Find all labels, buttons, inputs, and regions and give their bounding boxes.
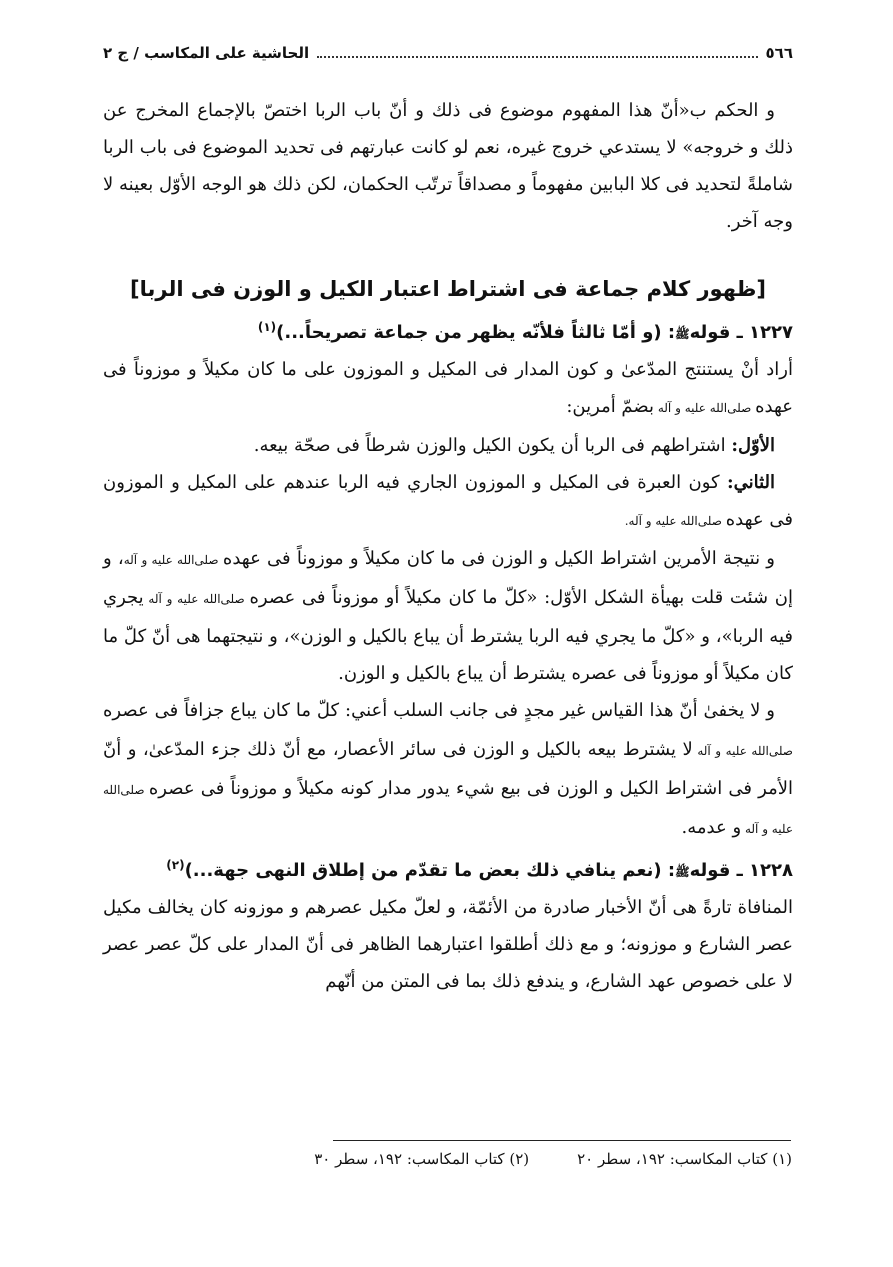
salutation: صلى‌الله عليه و آله. — [624, 514, 726, 528]
footnote-separator — [333, 1140, 791, 1141]
paragraph-1228: المنافاة تارةً هى أنّ الأخبار صادرة من الأئمّة، و لعلّ مكيل عصرهم و موزونه كان يخالف مكيل عصر الشارع و موزونه؛ و مع ذلك أطلقوا اعتبارهما الظاهر فى أنّ المدار على كلّ عصر عصر لا على خصوص عهد الشارع، و يندفع ذلك بما فى المتن من أنّهم — [103, 897, 793, 992]
text-run: أراد أنْ يستنتج المدّعىٰ و كون المدار فى المكيل و الموزون على ما كان مكيلاً و موزوناً فى عهده — [103, 359, 793, 417]
salutation: صلى‌الله عليه و آله — [123, 553, 223, 567]
quote-heading-1227 — [103, 310, 793, 351]
text-run: كون العبرة فى المكيل و الموزون الجاري فيه الربا عندهم على المكيل و الموزون فى عهده — [103, 472, 793, 530]
salutation: صلى‌الله عليه و آله — [143, 592, 250, 606]
paragraph-not-hidden — [103, 692, 793, 848]
text-run: ، و إن شئت قلت بهيأة الشكل الأوّل: «كلّ ما كان مكيلاً أو موزوناً فى عصره — [103, 548, 793, 608]
salutation: صلى‌الله عليه و آله — [103, 783, 793, 836]
salutation: صلى‌الله عليه و آله — [654, 401, 756, 415]
quote-text-1227: : (و أمّا ثالثاً فلأنّه يظهر من جماعة تصريحاً...) — [276, 322, 676, 343]
quote-label-1227: ١٢٢٧ ـ قوله — [689, 322, 793, 343]
running-title: الحاشية على المكاسب / ج ٢ — [103, 44, 310, 62]
text-run: بضمّ أمرين: — [566, 396, 655, 417]
item-label: الثاني: — [726, 472, 775, 493]
honorific-1228: ﷺ — [675, 865, 690, 879]
salutation: صلى‌الله عليه و آله — [692, 744, 793, 758]
page-header — [103, 36, 793, 70]
page-number: ٥٦٦ — [765, 44, 793, 62]
footnotes — [160, 1150, 792, 1168]
header-dot-leader — [317, 56, 757, 58]
quote-label-1228: ١٢٢٨ ـ قوله — [689, 860, 793, 881]
paragraph-intro: و الحكم ب«أنّ هذا المفهوم موضوع فى ذلك و أنّ باب الربا اختصّ بالإجماع المخرج عن ذلك و خروجه» لا يستدعي خروج غيره، نعم لو كانت عبارتهم فى تحديد الموضوع فى باب الربا شاملةً لتحديد فى كلا البابين مفهوماً و مصداقاً ترتّب الحكمان، لكن ذلك هو الوجه الأوّل بعينه لا وجه آخر. — [103, 100, 793, 232]
quote-text-1228: : (نعم ينافي ذلك بعض ما تقدّم من إطلاق النهى جهة...) — [184, 860, 676, 881]
text-run: و لا يخفىٰ أنّ هذا القياس غير مجدٍ فى جانب السلب أعني: كلّ ما كان يباع جزافاً فى عصره — [103, 700, 775, 721]
page-body — [103, 92, 793, 1000]
text-run: يجري فيه الربا»، و «كلّ ما يجري فيه الربا يشترط أن يباع بالكيل و الوزن»، و نتيجتهما هى أنّ كلّ ما كان مكيلاً أو موزوناً فى عصره يشترط أن يباع بالكيل و الوزن. — [103, 587, 793, 684]
honorific-1227: ﷺ — [675, 327, 690, 341]
text-run: و نتيجة الأمرين اشتراط الكيل و الوزن فى ما كان مكيلاً و موزوناً فى عهده — [222, 548, 775, 569]
quote-heading-1228 — [103, 848, 793, 889]
paragraph-first-matter — [103, 427, 793, 464]
paragraph-1227-intent — [103, 351, 793, 427]
text-run: اشتراطهم فى الربا أن يكون الكيل والوزن شرطاً فى صحّة بيعه. — [253, 435, 732, 456]
text-run: لا يشترط بيعه بالكيل و الوزن فى سائر الأعصار، مع أنّ ذلك جزء المدّعىٰ، و أنّ الأمر فى اشتراط الكيل و الوزن فى بيع شيء يدور مدار كونه مكيلاً و موزوناً فى عصره — [103, 739, 794, 799]
paragraph-result — [103, 540, 793, 692]
footnote-ref-1: (١) — [257, 320, 277, 334]
section-heading: [ظهور كلام جماعة فى اشتراط اعتبار الكيل و الوزن فى الربا] — [130, 277, 766, 301]
item-label: الأوّل: — [731, 435, 775, 456]
paragraph-second-matter — [103, 464, 793, 540]
footnote-ref-2: (٢) — [166, 858, 185, 872]
footnote-1: (١) كتاب المكاسب: ١٩٢، سطر ٢٠ — [577, 1150, 792, 1168]
footnote-2: (٢) كتاب المكاسب: ١٩٢، سطر ٣٠ — [314, 1150, 530, 1168]
text-run: و عدمه. — [681, 817, 742, 838]
